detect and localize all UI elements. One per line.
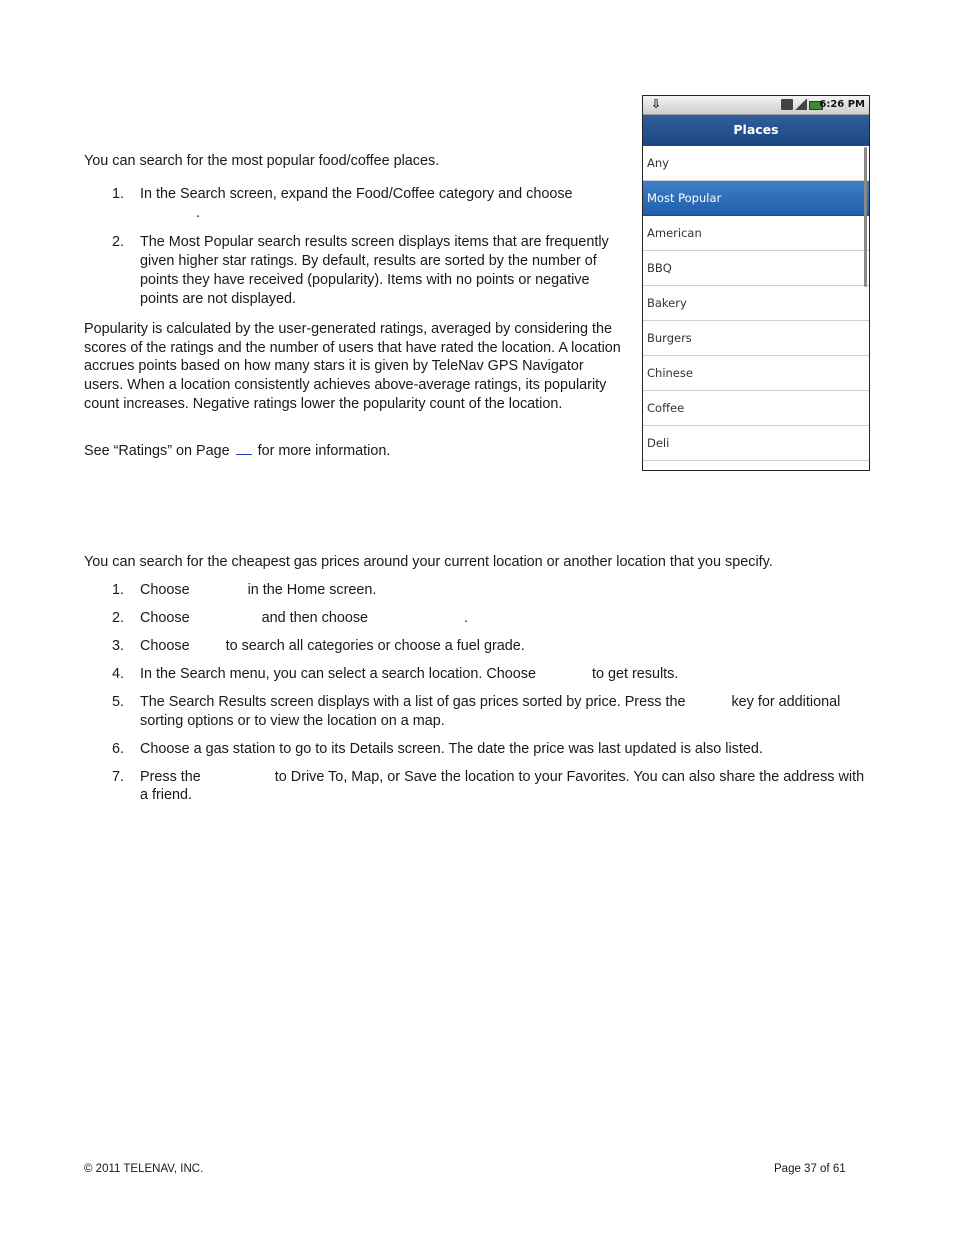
list-item: 4. In the Search menu, you can select a search location. Choose to get results. [112, 666, 679, 682]
places-list-item[interactable]: Most Popular [643, 181, 869, 216]
places-list-item[interactable]: Deli [643, 426, 869, 461]
footer-page-number: Page 37 of 61 [774, 1163, 846, 1175]
places-list-item[interactable]: American [643, 216, 869, 251]
see-ratings-line: See “Ratings” on Page for more information. [84, 443, 391, 459]
list-item: 3. Choose to search all categories or choose a fuel grade. [112, 638, 525, 654]
list-item: 2. The Most Popular search results screen displays items that are frequently given higher star ratings. By default, results are sorted by the number of points they have received (popularity). Items with no points or negative points are not displayed. [112, 234, 609, 307]
places-list-item[interactable]: Bakery [643, 286, 869, 321]
signal-bars-icon [795, 99, 807, 110]
list-item: 7. Press the to Drive To, Map, or Save the location to your Favorites. You can also share the address with a friend. [112, 768, 865, 804]
places-list-item[interactable]: BBQ [643, 251, 869, 286]
scrollbar[interactable] [864, 147, 867, 287]
3g-signal-icon [781, 99, 793, 110]
list-item: 2. Choose and then choose . [112, 610, 469, 626]
places-title: Places [643, 115, 869, 146]
status-bar [643, 96, 869, 115]
gas-steps [84, 581, 874, 805]
download-icon: ⇩ [651, 97, 662, 111]
footer-copyright: © 2011 TELENAV, INC. [84, 1163, 204, 1175]
places-list [643, 146, 869, 461]
places-list-item[interactable]: Coffee [643, 391, 869, 426]
popular-intro: You can search for the most popular food/coffee places. [84, 153, 440, 169]
popularity-paragraph: Popularity is calculated by the user-generated ratings, averaged by considering the scores of the ratings and the number of users that have rated the location. A location accrues points based on how many stars it is given by TeleNav GPS Navigator users. When a location consistently achieves above-average ratings, its popularity count increases. Negative ratings lower the popularity count of the location. [84, 321, 621, 412]
places-list-item[interactable]: Burgers [643, 321, 869, 356]
popular-steps [84, 185, 624, 308]
list-item: 1. In the Search screen, expand the Food/Coffee category and choose . [112, 186, 573, 221]
places-list-item[interactable]: Any [643, 146, 869, 181]
list-item: 6. Choose a gas station to go to its Details screen. The date the price was last updated is also listed. [112, 740, 763, 757]
list-item: 1. Choose in the Home screen. [112, 582, 377, 598]
list-item: 5. The Search Results screen displays with a list of gas prices sorted by price. Press the key for additional sorting options or to view the location on a map. [112, 694, 841, 729]
gas-intro: You can search for the cheapest gas prices around your current location or another location that you specify. [84, 554, 773, 570]
places-screenshot [642, 95, 870, 471]
ratings-page-link[interactable] [236, 442, 252, 455]
places-list-item[interactable]: Chinese [643, 356, 869, 391]
status-time: 6:26 PM [819, 99, 865, 110]
